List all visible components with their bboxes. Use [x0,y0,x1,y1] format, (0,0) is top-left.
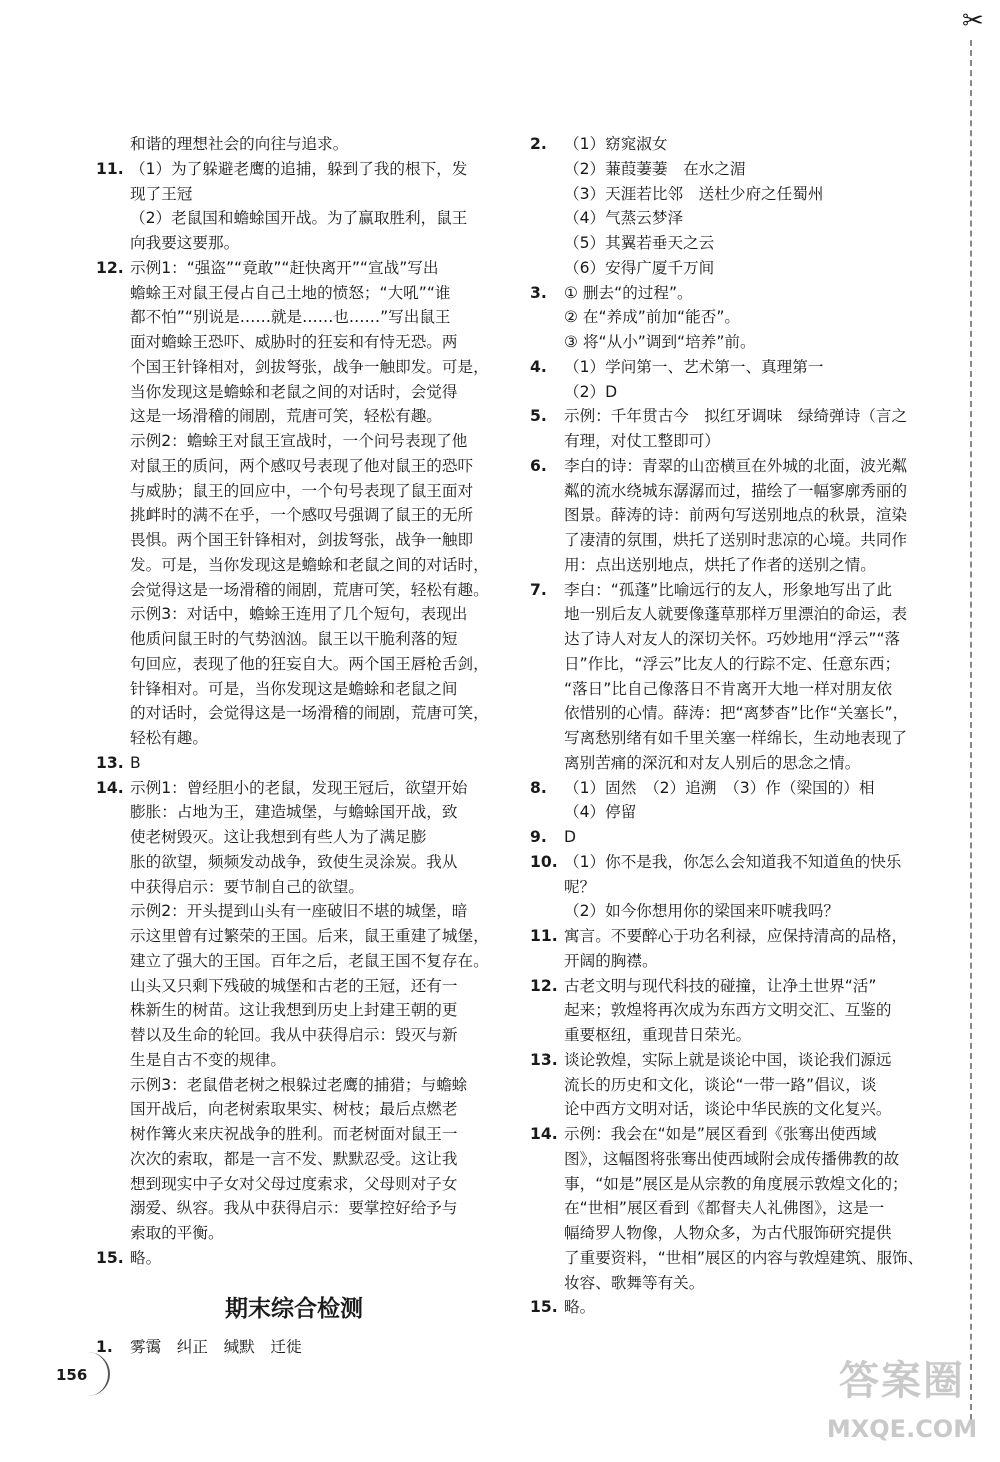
answer-line: 粼的流水绕城东潺潺而过，描绘了一幅寥廓秀丽的 [564,481,908,500]
answer-line: （2）如今你想用你的梁国来吓唬我吗？ [564,902,840,921]
answer-item [530,924,938,974]
answer-line: （5）其翼若垂天之云 [564,234,715,252]
question-number: 3. [530,283,547,302]
question-number: 12. [530,976,558,995]
answer-line: 建立了强大的王国。百年之后，老鼠王国不复存在。 [130,951,489,970]
answer-line: B [130,753,141,772]
answer-line: 挑衅时的满不在乎，一个感叹号强调了鼠王的无所 [130,506,474,525]
answer-line: 的对话时，会觉得这是一场滑稽的闹剧，荒唐可笑， [130,704,489,723]
question-number: 2. [530,135,547,153]
answer-line: （4）气蒸云梦泽 [564,209,684,228]
watermark-text: 答案圈 [839,1358,965,1404]
answer-line: 想到现实中子女对父母过度索求，父母则对子女 [130,1174,458,1193]
question-number: 13. [530,1050,558,1069]
answer-line: 和谐的理想社会的向往与追求。 [130,135,349,153]
answer-line: 对鼠王的质问，两个感叹号表现了他对鼠王的恐吓 [130,456,474,475]
answer-line: （2）D [564,382,618,401]
answer-line: 蟾蜍王对鼠王侵占自己土地的愤怒；“大吼”“谁 [130,283,451,302]
answer-line: 离别苦痛的深沉和对友人别后的思念之情。 [564,753,861,772]
answer-line: 中获得启示：要节制自己的欲望。 [130,877,364,896]
answer-line: 示例1：“强盗”“竟敢”“赶快离开”“宣战”写出 [130,258,439,277]
answer-line: 依惜别的心情。薛涛：把“离梦杳”比作“关塞长”， [564,704,909,723]
answer-line: 寓言。不要醉心于功名利禄，应保持清高的品格， [564,927,908,945]
answer-line: 示例3：对话中，蟾蜍王连用了几个短句，表现出 [130,605,468,624]
answer-item [96,132,492,157]
answer-line: 向我要这要那。 [130,234,240,252]
answer-line: “落日”比自己像落日不肯离开大地一样对朋友依 [564,679,893,698]
left-column [96,132,492,1359]
answer-line: 谈论敦煌，实际上就是谈论中国，谈论我们源远 [564,1050,892,1069]
answer-line: 树作篝火来庆祝战争的胜利。而老树面对鼠王一 [130,1125,458,1143]
answer-line: 示例：我会在“如是”展区看到《张骞出使西域 [564,1125,877,1143]
section-title: 期末综合检测 [225,1295,363,1322]
answer-line: 句回应，表现了他的狂妄自大。两个国王唇枪舌剑， [130,654,489,673]
right-column [530,132,938,1320]
answer-line: 幅绮罗人物像，人物众多，为古代服饰研究提供 [564,1224,892,1242]
answer-line: （6）安得广厦千万间 [564,258,715,277]
answer-line: 这是一场滑稽的闹剧，荒唐可笑，轻松有趣。 [130,407,442,426]
answer-item [530,1122,938,1295]
answer-line: 索取的平衡。 [130,1224,224,1242]
cut-line [970,40,972,1420]
answer-item [530,1048,938,1122]
answer-item [530,281,938,355]
answer-item [530,776,938,826]
answer-line: 株新生的树苗。这让我想到历史上封建王朝的更 [130,1001,458,1020]
answer-line: 示例3：老鼠借老树之根躲过老鹰的捕猎；与蟾蜍 [130,1075,468,1094]
answer-line: （1）为了躲避老鹰的追捕，躲到了我的根下，发 [130,159,468,178]
question-number: 12. [96,258,124,277]
answer-item [96,1246,492,1271]
answer-line: （1）学问第一、艺术第一、真理第一 [564,357,824,376]
answer-line: 示例1：曾经胆小的老鼠，发现王冠后，欲望开始 [130,778,468,797]
answer-line: 溺爱、纵容。我从中获得启示：要掌控好给予与 [130,1199,458,1218]
question-number: 15. [530,1298,558,1317]
answer-line: 示例：千年贯古今 拟红牙调味 绿绮弹诗（言之 [564,407,908,426]
question-number: 7. [530,580,547,599]
answer-line: 示这里曾有过繁荣的王国。后来，鼠王重建了城堡， [130,927,489,945]
answer-line: 针锋相对。可是，当你发现这是蟾蜍和老鼠之间 [130,679,458,698]
answer-item [530,578,938,776]
answer-line: 起来；敦煌将再次成为东西方文明交汇、互鉴的 [564,1001,892,1020]
answer-line: （1）固然 （2）追溯 （3）作（梁国的）相 [564,778,875,797]
question-number: 4. [530,357,547,376]
answer-line: （1）窈窕淑女 [564,135,668,153]
answer-line: 与威胁；鼠王的回应中，一个句号表现了鼠王面对 [130,481,474,500]
answer-line: 替以及生命的轮回。我从中获得启示：毁灭与新 [130,1026,458,1044]
answer-item [96,256,492,751]
answer-item [96,751,492,776]
question-number: 11. [96,159,124,178]
question-number: 8. [530,778,547,797]
answer-line: 李白：“孤蓬”比喻远行的友人，形象地写出了此 [564,580,893,599]
question-number: 10. [530,852,558,871]
answer-line: 膨胀：占地为王，建造城堡，与蟾蜍国开战，致 [130,803,458,822]
answer-line: （3）天涯若比邻 送杜少府之任蜀州 [564,184,824,203]
answer-line: ② 在“养成”前加“能否”。 [564,308,741,327]
answer-line: 会觉得这是一场滑稽的闹剧，荒唐可笑，轻松有趣。 [130,580,489,599]
answer-line: 古老文明与现代科技的碰撞，让净土世界“活” [564,976,877,995]
answer-line: 面对蟾蜍王恐吓、威胁时的狂妄和有恃无恐。两 [130,333,458,351]
answer-line: （1）你不是我，你怎么会知道我不知道鱼的快乐 [564,852,902,871]
answer-line: 次次的索取，都是一言不发、默默忍受。这让我 [130,1149,458,1168]
answer-item [96,157,492,256]
answer-line: 略。 [130,1248,162,1267]
answer-line: D [564,828,577,846]
answer-line: 胀的欲望，频频发动战争，致使生灵涂炭。我从 [130,852,458,871]
answer-item [530,404,938,454]
answer-line: 了凄清的氛围，烘托了送别时悲凉的心境。共同作 [564,531,908,549]
answer-line: 当你发现这是蟾蜍和老鼠之间的对话时，会觉得 [130,382,458,401]
answer-item [530,1295,938,1320]
answer-line: 轻松有趣。 [130,729,208,747]
answer-item [530,825,938,850]
answer-line: 个国王针锋相对，剑拔弩张，战争一触即发。可是， [130,357,489,376]
question-number: 1. [96,1337,113,1356]
answer-item [530,454,938,578]
answer-line: 地一别后友人就要像蓬草那样万里漂泊的命运，表 [564,605,908,624]
answer-line: 雾霭 纠正 缄默 迁徙 [130,1337,302,1356]
question-number: 11. [530,927,558,945]
answer-item [530,974,938,1048]
answer-line: 在“世相”展区看到《都督夫人礼佛图》，这是一 [564,1199,885,1218]
answer-line: 图景。薛涛的诗：前两句写送别地点的秋景，渲染 [564,506,908,525]
answer-item [530,850,938,924]
answer-line: 畏惧。两个国王针锋相对，剑拔弩张，战争一触即 [130,531,474,549]
answer-line: 写离愁别绪有如千里关塞一样绵长，生动地表现了 [564,729,908,747]
answer-item [96,1335,492,1360]
answer-line: （4）停留 [564,803,637,822]
watermark-url: MXQE.COM [826,1415,978,1443]
answer-line: 现了王冠 [130,184,193,203]
answer-line: 发。可是，当你发现这是蟾蜍和老鼠之间的对话时， [130,555,489,574]
answer-item [96,776,492,1246]
question-number: 13. [96,753,124,772]
answer-line: 达了诗人对友人的深切关怀。巧妙地用“浮云”“落 [564,630,901,648]
scissors-icon: ✂ [962,6,984,36]
answer-line: 呢？ [564,877,596,896]
watermark-logo [822,1352,982,1462]
answer-line: 都不怕”“别说是……就是……也……”写出鼠王 [130,308,451,327]
question-number: 5. [530,407,547,426]
answer-item [530,132,938,281]
answer-line: 略。 [564,1298,596,1317]
question-number: 14. [96,778,124,797]
answer-line: 妆容、歌舞等有关。 [564,1273,705,1292]
answer-line: 有理，对仗工整即可） [564,432,720,450]
answer-line: 了重要资料，“世相”展区的内容与敦煌建筑、服饰、 [564,1248,924,1267]
answer-line: 重要枢纽，重现昔日荣光。 [564,1026,752,1044]
page-number: 156 [56,1366,88,1384]
answer-line: （2）老鼠国和蟾蜍国开战。为了赢取胜利，鼠王 [130,209,468,228]
answer-line: 事，“如是”展区是从宗教的角度展示敦煌文化的； [564,1174,908,1193]
answer-line: 论中西方文明对话，谈论中华民族的文化复兴。 [564,1100,892,1119]
answer-line: 流长的历史和文化，谈论“一带一路”倡议，谈 [564,1075,877,1094]
answer-item [530,355,938,405]
answer-line: 示例2：蟾蜍王对鼠王宣战时，一个问号表现了他 [130,432,468,450]
answer-line: 生是自古不变的规律。 [130,1050,286,1069]
answer-line: 他质问鼠王时的气势汹汹。鼠王以干脆利落的短 [130,630,458,648]
question-number: 14. [530,1125,558,1143]
answer-line: 开阔的胸襟。 [564,951,658,970]
answer-line: ① 删去“的过程”。 [564,283,693,302]
question-number: 15. [96,1248,124,1267]
answer-line: 示例2：开头提到山头有一座破旧不堪的城堡，暗 [130,902,468,921]
answer-line: 用：点出送别地点，烘托了作者的送别之情。 [564,555,876,574]
answer-line: 图》，这幅图将张骞出使西域附会成传播佛教的故 [564,1149,900,1168]
question-number: 9. [530,828,547,846]
answer-line: 李白的诗：青翠的山峦横亘在外城的北面，波光粼 [564,456,908,475]
answer-line: 山头又只剩下残破的城堡和古老的王冠，还有一 [130,976,458,995]
answer-line: ③ 将“从小”调到“培养”前。 [564,333,756,351]
answer-line: （2）蒹葭萋萋 在水之湄 [564,159,746,178]
answer-line: 日”作比，“浮云”比友人的行踪不定、任意东西； [564,654,901,673]
answer-line: 使老树毁灭。这让我想到有些人为了满足膨 [130,828,427,846]
answer-line: 国开战后，向老树索取果实、树枝；最后点燃老 [130,1100,458,1119]
question-number: 6. [530,456,547,475]
